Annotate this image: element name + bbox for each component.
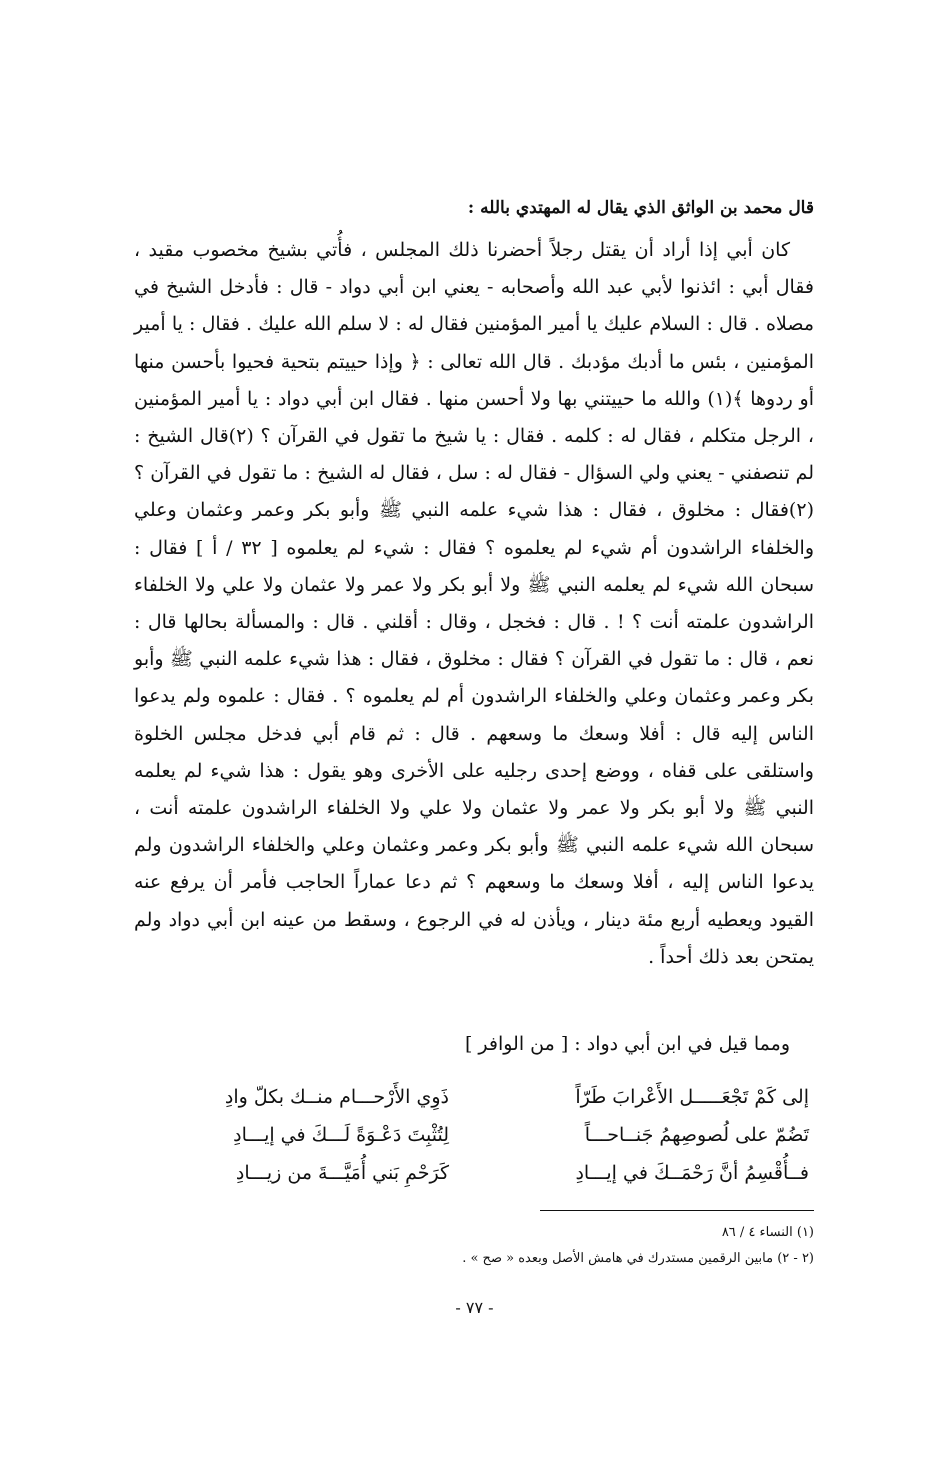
main-text [134,232,814,976]
poem-first-hemistich: تَضُمّ على لُصوصِهمُ جَنــاحـــاً [584,1124,809,1146]
body-paragraph: كان أبي إذا أراد أن يقتل رجلاً أحضرنا ذلك المجلس ، فأُتي بشيخ مخصوب مقيد ، فقال أبي : ائذنوا لأبي عبد الله وأصحابه - يعني ابن أبي دواد - قال : فأدخل الشيخ في مصلاه . قال : السلام عليك يا أمير المؤمنين فقال له : لا سلم الله عليك . فقال : يا أمير المؤمنين ، بئس ما أدبك مؤدبك . قال الله تعالى : ﴿ وإذا حييتم بتحية فحيوا بأحسن منها أو ردوها ﴾(١) والله ما حييتني بها ولا أحسن منها . فقال ابن أبي دواد : يا أمير المؤمنين ، الرجل متكلم ، فقال له : كلمه . فقال : يا شيخ ما تقول في القرآن ؟ (٢)قال الشيخ : لم تنصفني - يعني ولي السؤال - فقال له : سل ، فقال له الشيخ : ما تقول في القرآن ؟ (٢)فقال : مخلوق ، فقال : هذا شيء علمه النبي ﷺ وأبو بكر وعمر وعثمان وعلي والخلفاء الراشدون أم شيء لم يعلموه ؟ فقال : شيء لم يعلموه [ ٣٢ / أ ] فقال : سبحان الله شيء لم يعلمه النبي ﷺ ولا أبو بكر ولا عمر ولا عثمان ولا علي ولا الخلفاء الراشدون علمته أنت ؟ ! . قال : فخجل ، وقال : أقلني . قال : والمسألة بحالها قال : نعم ، قال : ما تقول في القرآن ؟ فقال : مخلوق ، فقال : هذا شيء علمه النبي ﷺ وأبو بكر وعمر وعثمان وعلي والخلفاء الراشدون أم لم يعلموه ؟ . فقال : علموه ولم يدعوا الناس إليه قال : أفلا وسعك ما وسعهم . قال : ثم قام أبي فدخل مجلس الخلوة واستلقى على قفاه ، ووضع إحدى رجليه على الأخرى وهو يقول : هذا شيء لم يعلمه النبي ﷺ ولا أبو بكر ولا عمر ولا عثمان ولا علي ولا الخلفاء الراشدون علمته أنت ، سبحان الله شيء علمه النبي ﷺ وأبو بكر وعمر وعثمان وعلي والخلفاء الراشدون ولم يدعوا الناس إليه ، أفلا وسعك ما وسعهم ؟ ثم دعا عماراً الحاجب فأمر أن يرفع عنه القيود ويعطيه أربع مئة دينار ، ويأذن له في الرجوع ، وسقط من عينه ابن أبي دواد ولم يمتحن بعد ذلك أحداً . [134,239,814,968]
footnote-divider [540,1210,814,1211]
poem-line [129,1154,809,1192]
poem-line [129,1078,809,1116]
poem-second-hemistich: ذَوِي الأَرْحـــام منــك بكلّ وادِ [224,1086,449,1108]
footnote: (٢ - ٢) مابين الرقمين مستدرك في هامش الأصل وبعده « صح » . [462,1251,814,1266]
poem-first-hemistich: فــأُقْسِمُ أنَّ رَحْمَــكَ في إيـــادِ [575,1162,809,1184]
page-number: - ٧٧ - [455,1298,494,1317]
poem [129,1078,809,1192]
poem-intro: ومما قيل في ابن أبي دواد : [ من الوافر ] [464,1033,790,1055]
poem-second-hemistich: كَرَحْمِ بَني أُمَيَّـــةَ من زيـــادِ [235,1162,449,1184]
footnotes [134,1220,814,1272]
section-heading: قال محمد بن الواثق الذي يقال له المهتدي بالله : [467,198,814,218]
poem-first-hemistich: إلى كَمْ تَجْعَـــــل الأَعْرابَ طَرّاً [575,1086,809,1108]
footnote: (١) النساء ٤ / ٨٦ [721,1225,814,1240]
poem-second-hemistich: لِتُثْبِتَ دَعْـوَةً لَـــكَ في إيـــادِ [233,1124,449,1146]
poem-line [129,1116,809,1154]
